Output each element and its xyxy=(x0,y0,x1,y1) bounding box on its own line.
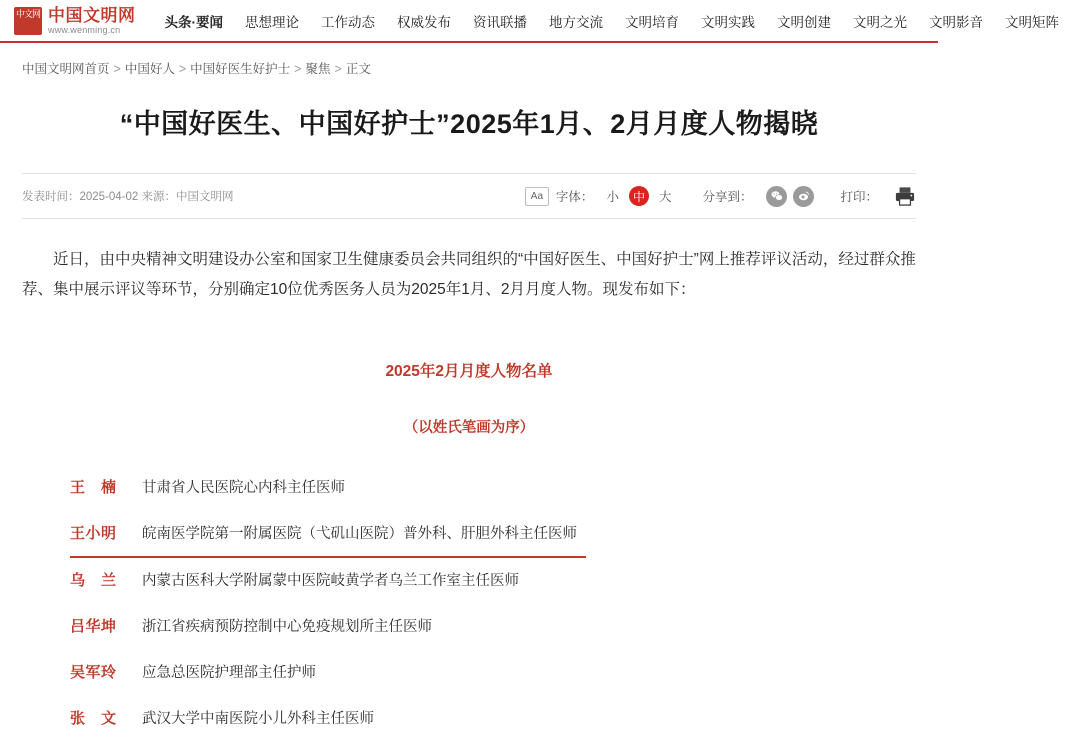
person-description: 内蒙古医科大学附属蒙中医院岐黄学者乌兰工作室主任医师 xyxy=(142,566,519,596)
list-title: 2025年2月月度人物名单 xyxy=(22,357,916,387)
breadcrumb-item-0[interactable]: 中国文明网首页 xyxy=(22,62,110,76)
article-paragraph-1: 近日，由中央精神文明建设办公室和国家卫生健康委员会共同组织的“中国好医生、中国好护士”网上推荐评议活动，经过群众推荐、集中展示评议等环节，分别确定10位优秀医务人员为2025年1月、2月月度人物。现发布如下： xyxy=(22,245,916,305)
logo-title: 中国文明网 xyxy=(48,7,136,25)
breadcrumb-item-4: 正文 xyxy=(346,62,371,76)
person-name: 乌 兰 xyxy=(70,566,142,596)
list-item xyxy=(70,558,916,604)
nav-item-10[interactable]: 文明影音 xyxy=(918,11,994,31)
breadcrumb-separator: > xyxy=(179,62,186,76)
font-icon: Aa xyxy=(525,187,549,206)
breadcrumb-item-3[interactable]: 聚焦 xyxy=(305,62,330,76)
seal-icon: 中文网 xyxy=(14,7,42,35)
article-body xyxy=(22,245,916,742)
wechat-icon[interactable] xyxy=(766,186,787,207)
person-name: 吴军玲 xyxy=(70,658,142,688)
nav-item-4[interactable]: 资讯联播 xyxy=(462,11,538,31)
nav-item-11[interactable]: 文明矩阵 xyxy=(994,11,1070,31)
publish-meta: 发表时间：2025-04-02 来源：中国文明网 xyxy=(22,188,234,204)
list-item xyxy=(70,650,916,696)
nav-item-1[interactable]: 思想理论 xyxy=(234,11,310,31)
list-item xyxy=(70,465,916,511)
breadcrumb-separator: > xyxy=(294,62,301,76)
nav-item-0[interactable]: 头条·要闻 xyxy=(154,11,235,31)
logo-text xyxy=(48,7,136,35)
person-name: 吕华坤 xyxy=(70,612,142,642)
nav-item-9[interactable]: 文明之光 xyxy=(842,11,918,31)
printer-icon[interactable] xyxy=(894,186,916,206)
nav-item-7[interactable]: 文明实践 xyxy=(690,11,766,31)
breadcrumb-separator: > xyxy=(114,62,121,76)
nav-item-6[interactable]: 文明培育 xyxy=(614,11,690,31)
person-name: 张 文 xyxy=(70,704,142,734)
main-nav xyxy=(154,11,1070,31)
font-size-label: 字体： xyxy=(556,187,594,205)
list-item xyxy=(70,696,916,742)
print-label: 打印： xyxy=(840,187,878,205)
person-description: 应急总医院护理部主任护师 xyxy=(142,658,316,688)
nav-item-2[interactable]: 工作动态 xyxy=(310,11,386,31)
share-label: 分享到： xyxy=(702,187,752,205)
nav-item-5[interactable]: 地方交流 xyxy=(538,11,614,31)
person-description: 皖南医学院第一附属医院（弋矶山医院）普外科、肝胆外科主任医师 xyxy=(142,519,577,549)
share-group xyxy=(702,186,814,207)
logo-url: www.wenming.cn xyxy=(48,25,136,35)
breadcrumb xyxy=(0,43,938,77)
site-header xyxy=(0,0,938,43)
list-subtitle: （以姓氏笔画为序） xyxy=(22,413,916,443)
person-name: 王 楠 xyxy=(70,473,142,503)
nav-item-8[interactable]: 文明创建 xyxy=(766,11,842,31)
font-size-group xyxy=(525,186,677,206)
font-size-large[interactable]: 大 xyxy=(659,187,672,205)
site-logo[interactable] xyxy=(14,7,136,35)
person-description: 浙江省疾病预防控制中心免疫规划所主任医师 xyxy=(142,612,432,642)
breadcrumb-separator: > xyxy=(335,62,342,76)
person-description: 甘肃省人民医院心内科主任医师 xyxy=(142,473,345,503)
article-toolbar xyxy=(22,173,916,219)
font-size-small[interactable]: 小 xyxy=(606,187,619,205)
breadcrumb-item-1[interactable]: 中国好人 xyxy=(125,62,175,76)
page-title: “中国好医生、中国好护士”2025年1月、2月月度人物揭晓 xyxy=(40,105,898,143)
person-name: 王小明 xyxy=(70,519,142,549)
nav-item-3[interactable]: 权威发布 xyxy=(386,11,462,31)
breadcrumb-item-2[interactable]: 中国好医生好护士 xyxy=(190,62,290,76)
font-size-medium[interactable]: 中 xyxy=(629,186,649,206)
print-group xyxy=(840,186,916,206)
person-description: 武汉大学中南医院小儿外科主任医师 xyxy=(142,704,374,734)
person-list xyxy=(22,465,916,742)
list-item xyxy=(70,604,916,650)
toolbar-actions xyxy=(499,186,916,207)
list-item xyxy=(70,511,586,558)
weibo-icon[interactable] xyxy=(793,186,814,207)
